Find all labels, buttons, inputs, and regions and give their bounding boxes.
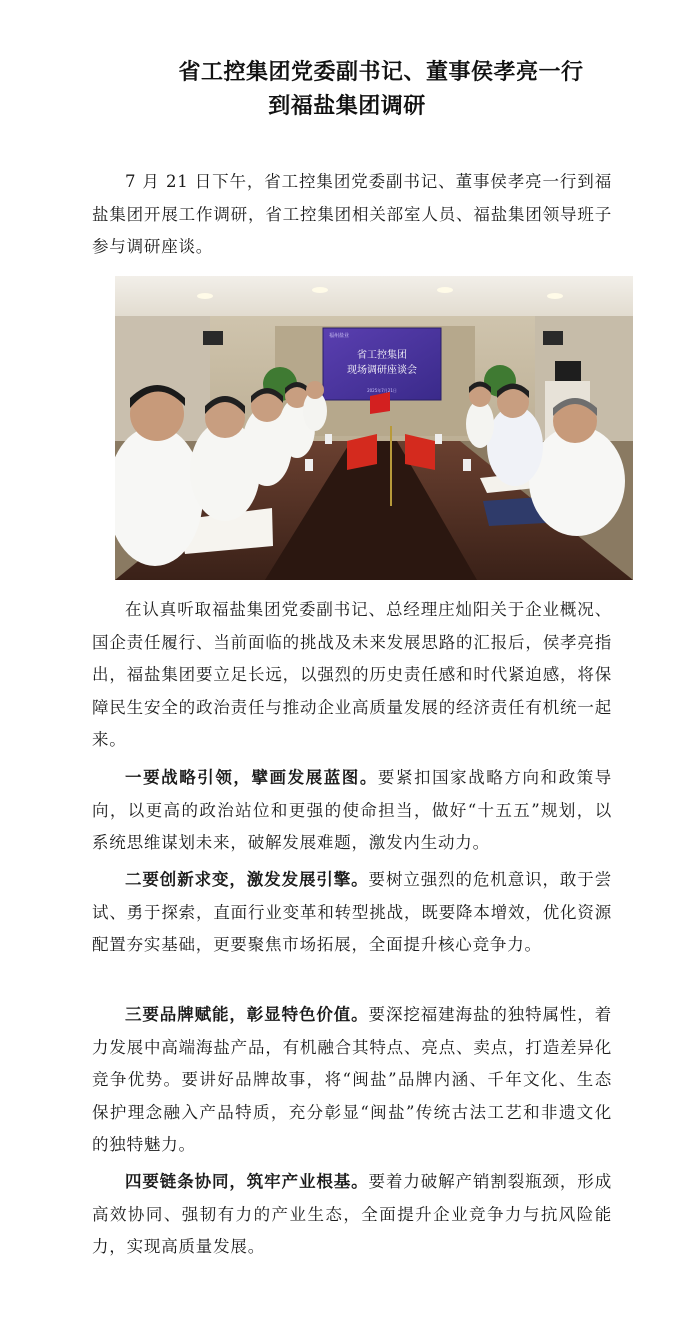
paragraph-point-1 (92, 762, 612, 860)
point-2-heading: 二要创新求变，激发发展引擎。 (125, 870, 369, 889)
screen-logo: 福州盐业 (329, 333, 350, 339)
screen-date: 2025年7月21日 (367, 388, 397, 393)
paragraph-point-3 (92, 999, 612, 1162)
point-1-text: 要紧扣国家战略方向和政策导向，以更高的政治站位和更强的使命担当，做好“十五五”规划，以系统思维谋划未来，破解发展难题，激发内生动力。 (92, 768, 613, 852)
title-line-1: 省工控集团党委副书记、董事侯孝亮一行 (178, 60, 584, 85)
meeting-photo (115, 276, 633, 580)
point-3-heading: 三要品牌赋能，彰显特色价值。 (125, 1005, 369, 1024)
point-1-heading: 一要战略引领，擘画发展蓝图。 (125, 768, 378, 787)
point-3-text: 要深挖福建海盐的独特属性，着力发展中高端海盐产品，有机融合其特点、亮点、卖点，打造差异化竞争优势。要讲好品牌故事，将“闽盐”品牌内涵、千年文化、生态保护理念融入产品特质，充分彰显“闽盐”传统古法工艺和非遗文化的独特魅力。 (92, 1005, 612, 1154)
paragraph-point-2 (92, 864, 612, 962)
point-4-text: 要着力破解产销割裂瓶颈，形成高效协同、强韧有力的产业生态，全面提升企业竞争力与抗风险能力，实现高质量发展。 (92, 1172, 612, 1256)
point-2-text: 要树立强烈的危机意识，敢于尝试、勇于探索，直面行业变革和转型挑战，既要降本增效，优化资源配置夯实基础，更要聚焦市场拓展，全面提升核心竞争力。 (92, 870, 612, 954)
screen-title-line-1: 省工控集团 (357, 350, 407, 361)
article-title (0, 56, 700, 124)
paragraph-overview: 在认真听取福盐集团党委副书记、总经理庄灿阳关于企业概况、国企责任履行、当前面临的挑战及未来发展思路的汇报后，侯孝亮指出，福盐集团要立足长远，以强烈的历史责任感和时代紧迫感，将保障民生安全的政治责任与推动企业高质量发展的经济责任有机统一起来。 (92, 600, 612, 749)
paragraph-point-4 (92, 1166, 612, 1264)
intro-paragraph: 7 月 21 日下午，省工控集团党委副书记、董事侯孝亮一行到福盐集团开展工作调研，省工控集团相关部室人员、福盐集团领导班子参与调研座谈。 (92, 172, 612, 256)
point-4-heading: 四要链条协同，筑牢产业根基。 (125, 1172, 369, 1191)
screen-title-line-2: 现场调研座谈会 (347, 365, 417, 376)
title-line-2: 到福盐集团调研 (268, 94, 426, 119)
